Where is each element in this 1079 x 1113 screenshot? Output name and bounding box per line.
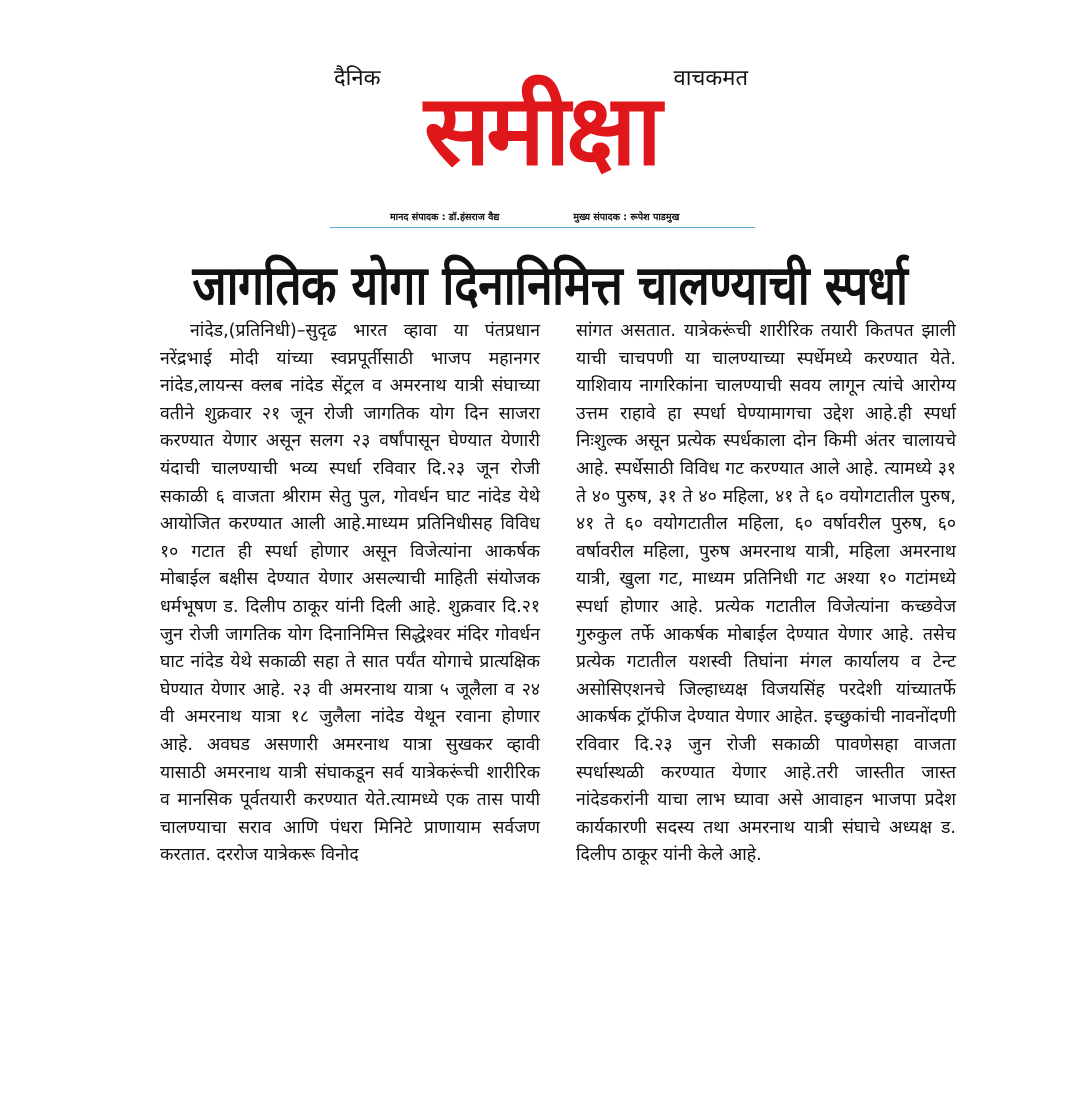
- chief-editor: मुख्य संपादक : रूपेश पाडमुख: [573, 212, 680, 223]
- honorary-editor: मानद संपादक : डॉ.हंसराज वैद्य: [390, 212, 500, 223]
- masthead-tag-left: दैनिक: [334, 66, 381, 91]
- article-column-left: [160, 318, 540, 870]
- article-column-right: [576, 318, 956, 870]
- article-text-left: नांदेड,(प्रतिनिधी)–सुदृढ भारत व्हावा या पंतप्रधान नरेंद्रभाई मोदी यांच्या स्वप्नपूर्तीसाठी भाजप महानगर नांदेड,लायन्स क्लब नांदेड सेंट्रल व अमरनाथ यात्री संघाच्या वतीने शुक्रवार २१ जून रोजी जागतिक योग दिन साजरा करण्यात येणार असून सलग २३ वर्षांपासून घेण्यात येणारी यंदाची चालण्याची भव्य स्पर्धा रविवार दि.२३ जून रोजी सकाळी ६ वाजता श्रीराम सेतु पुल, गोवर्धन घाट नांदेड येथे आयोजित करण्यात आली आहे.माध्यम प्रतिनिधीसह विविध १० गटात ही स्पर्धा होणार असून विजेत्यांना आकर्षक मोबाईल बक्षीस देण्यात येणार असल्याची माहिती संयोजक धर्मभूषण ड. दिलीप ठाकूर यांनी दिली आहे. शुक्रवार दि.२१ जुन रोजी जागतिक योग दिनानिमित्त सिद्धेश्वर मंदिर गोवर्धन घाट नांदेड येथे सकाळी सहा ते सात पर्यंत योगाचे प्रात्यक्षिक घेण्यात येणार आहे. २३ वी अमरनाथ यात्रा ५ जूलैला व २४ वी अमरनाथ यात्रा १८ जुलैला नांदेड येथून रवाना होणार आहे. अवघड असणारी अमरनाथ यात्रा सुखकर व्हावी यासाठी अमरनाथ यात्री संघाकडून सर्व यात्रेकरूंची शारीरिक व मानसिक पूर्वतयारी करण्यात येते.त्यामध्ये एक तास पायी चालण्याचा सराव आणि पंधरा मिनिटे प्राणायाम सर्वजण करतात. दररोज यात्रेकरू विनोद: [160, 321, 540, 866]
- masthead-divider: [330, 227, 755, 228]
- article-text-right: सांगत असतात. यात्रेकरूंची शारीरिक तयारी कितपत झाली याची चाचपणी या चालण्याच्या स्पर्धेमध्ये करण्यात येते. याशिवाय नागरिकांना चालण्याची सवय लागून त्यांचे आरोग्य उत्तम राहावे हा स्पर्धा घेण्यामागचा उद्देश आहे.ही स्पर्धा निःशुल्क असून प्रत्येक स्पर्धकाला दोन किमी अंतर चालायचे आहे. स्पर्धेसाठी विविध गट करण्यात आले आहे. त्यामध्ये ३१ ते ४० पुरुष, ३१ ते ४० महिला, ४१ ते ६० वयोगटातील पुरुष, ४१ ते ६० वयोगटातील महिला, ६० वर्षावरील पुरुष, ६० वर्षावरील महिला, पुरुष अमरनाथ यात्री, महिला अमरनाथ यात्री, खुला गट, माध्यम प्रतिनिधी गट अश्या १० गटांमध्ये स्पर्धा होणार आहे. प्रत्येक गटातील विजेत्यांना कच्छवेज गुरुकुल तर्फे आकर्षक मोबाईल देण्यात येणार आहे. तसेच प्रत्येक गटातील यशस्वी तिघांना मंगल कार्यालय व टेन्ट असोसिएशनचे जिल्हाध्यक्ष विजयसिंह परदेशी यांच्यातर्फे आकर्षक ट्रॉफीज देण्यात येणार आहेत. इच्छुकांची नावनोंदणी रविवार दि.२३ जुन रोजी सकाळी पावणेसहा वाजता स्पर्धास्थळी करण्यात येणार आहे.तरी जास्तीत जास्त नांदेडकरांनी याचा लाभ घ्यावा असे आवाहन भाजपा प्रदेश कार्यकारणी सदस्य तथा अमरनाथ यात्री संघाचे अध्यक्ष ड. दिलीप ठाकूर यांनी केले आहे.: [576, 321, 956, 866]
- newspaper-logo: समीक्षा: [424, 74, 658, 188]
- editor-credits: [390, 210, 710, 223]
- masthead-tag-right: वाचकमत: [673, 66, 748, 91]
- masthead: [326, 56, 756, 216]
- article-headline: जागतिक योगा दिनानिमित्त चालण्याची स्पर्धा: [192, 253, 908, 318]
